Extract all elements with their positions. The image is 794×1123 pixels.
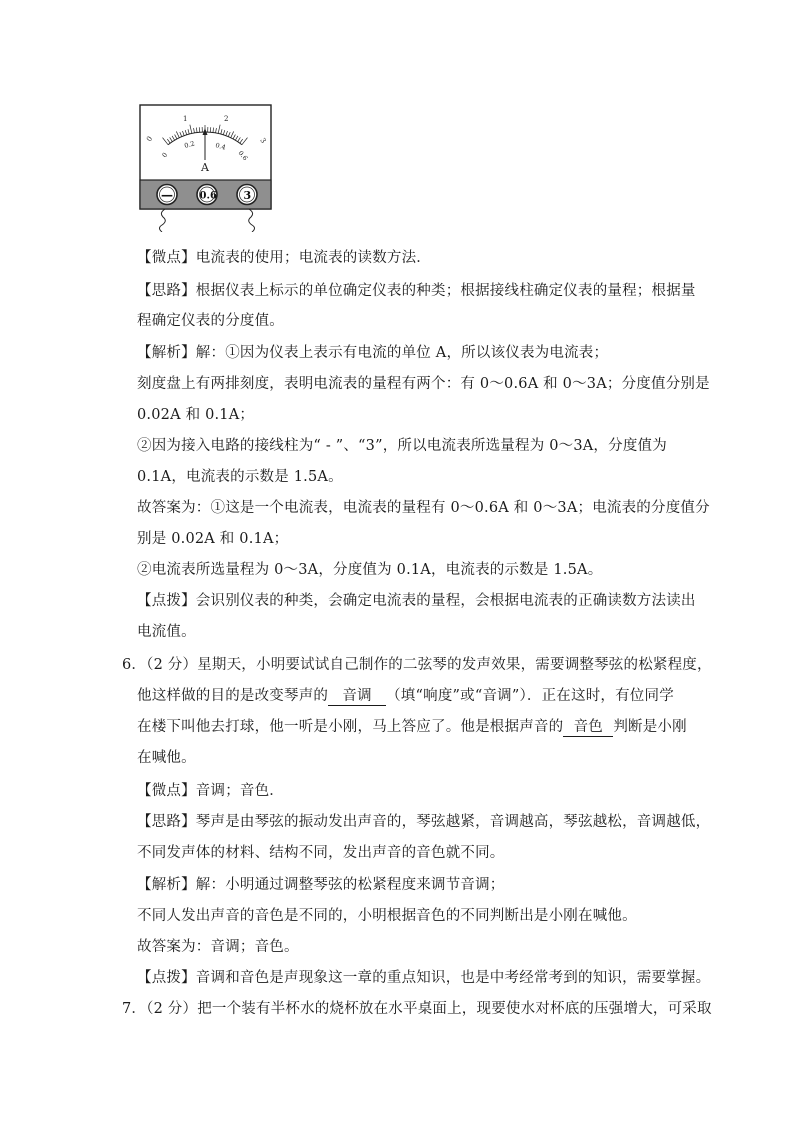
lower-tick-0: 0 xyxy=(160,150,170,160)
q6-answer-blank-2: 音色 xyxy=(563,719,613,737)
q5-analysis-line5: 0.1A，电流表的示数是 1.5A。 xyxy=(137,469,343,485)
q6-answer-blank-1: 音调 xyxy=(328,688,386,706)
wire-right xyxy=(249,209,255,232)
q6-stem-line3: 在楼下叫他去打球，他一听是小刚，马上答应了。他是根据声音的 音色 判断是小刚 xyxy=(137,719,687,735)
q5-micro-point: 【微点】电流表的使用；电流表的读数方法． xyxy=(137,250,431,266)
q5-answer-line2: 别是 0.02A 和 0.1A； xyxy=(137,531,289,547)
lower-tick-2: 0.4 xyxy=(214,141,227,152)
q5-analysis-line4: ②因为接入电路的接线柱为“ - ”、“3”，所以电流表所选量程为 0～3A，分度值为 xyxy=(137,438,667,454)
upper-tick-3: 3 xyxy=(258,136,268,145)
terminal-0-6-label: 0.6 xyxy=(199,190,217,202)
q6-analysis-line2: 不同人发出声音的音色是不同的，小明根据音色的不同判断出是小刚在喊他。 xyxy=(137,908,637,924)
q6-tip: 【点拨】音调和音色是声现象这一章的重点知识，也是中考经常考到的知识，需要掌握。 xyxy=(137,970,711,986)
q6-micro-point: 【微点】音调；音色． xyxy=(137,783,284,799)
upper-tick-0: 0 xyxy=(145,134,155,144)
q5-tip-line1: 【点拨】会识别仪表的种类，会确定电流表的量程，会根据电流表的正确读数方法读出 xyxy=(137,593,696,609)
terminal-3-label: 3 xyxy=(243,189,252,202)
q5-analysis-line3: 0.02A 和 0.1A； xyxy=(137,407,255,423)
q6-analysis-line1: 【解析】解：小明通过调整琴弦的松紧程度来调节音调； xyxy=(137,877,505,893)
q6-idea-line1: 【思路】琴声是由琴弦的振动发出声音的，琴弦越紧，音调越高，琴弦越松，音调越低， xyxy=(137,814,711,830)
q7-stem-line1: 7．（2 分）把一个装有半杯水的烧杯放在水平桌面上，现要使水对杯底的压强增大，可采取 xyxy=(122,1001,712,1017)
terminal-negative-label: — xyxy=(161,188,173,202)
q5-answer-line3: ②电流表所选量程为 0～3A，分度值为 0.1A，电流表的示数是 1.5A。 xyxy=(137,562,603,578)
q5-answer-line1: 故答案为：①这是一个电流表，电流表的量程有 0～0.6A 和 0～3A；电流表的分度值分 xyxy=(137,500,710,516)
q5-analysis-line1: 【解析】解：①因为仪表上表示有电流的单位 A，所以该仪表为电流表； xyxy=(137,345,609,361)
q6-stem-line4: 在喊他。 xyxy=(137,750,196,766)
q5-idea-line1: 【思路】根据仪表上标示的单位确定仪表的种类；根据接线柱确定仪表的量程；根据量 xyxy=(137,283,696,299)
wire-left xyxy=(160,209,166,232)
unit-label: A xyxy=(201,161,209,174)
ammeter-figure xyxy=(139,104,272,232)
upper-tick-2: 2 xyxy=(224,115,229,123)
q6-idea-line2: 不同发声体的材料、结构不同，发出声音的音色就不同。 xyxy=(137,845,505,861)
q6-stem-line1: 6．（2 分）星期天，小明要试试自己制作的二弦琴的发声效果，需要调整琴弦的松紧程度， xyxy=(122,657,712,673)
upper-tick-1: 1 xyxy=(183,115,188,123)
lower-tick-3: 0.6 xyxy=(236,149,250,163)
q5-tip-line2: 电流值。 xyxy=(137,624,196,640)
lower-tick-1: 0.2 xyxy=(183,139,196,150)
q6-stem-line2: 他这样做的目的是改变琴声的 音调 （填“响度”或“音调”）．正在这时，有位同学 xyxy=(137,688,674,704)
q6-answer: 故答案为：音调；音色。 xyxy=(137,939,299,955)
q5-idea-line2: 程确定仪表的分度值。 xyxy=(137,313,284,329)
q5-analysis-line2: 刻度盘上有两排刻度，表明电流表的量程有两个：有 0～0.6A 和 0～3A；分度值分别是 xyxy=(137,376,710,392)
